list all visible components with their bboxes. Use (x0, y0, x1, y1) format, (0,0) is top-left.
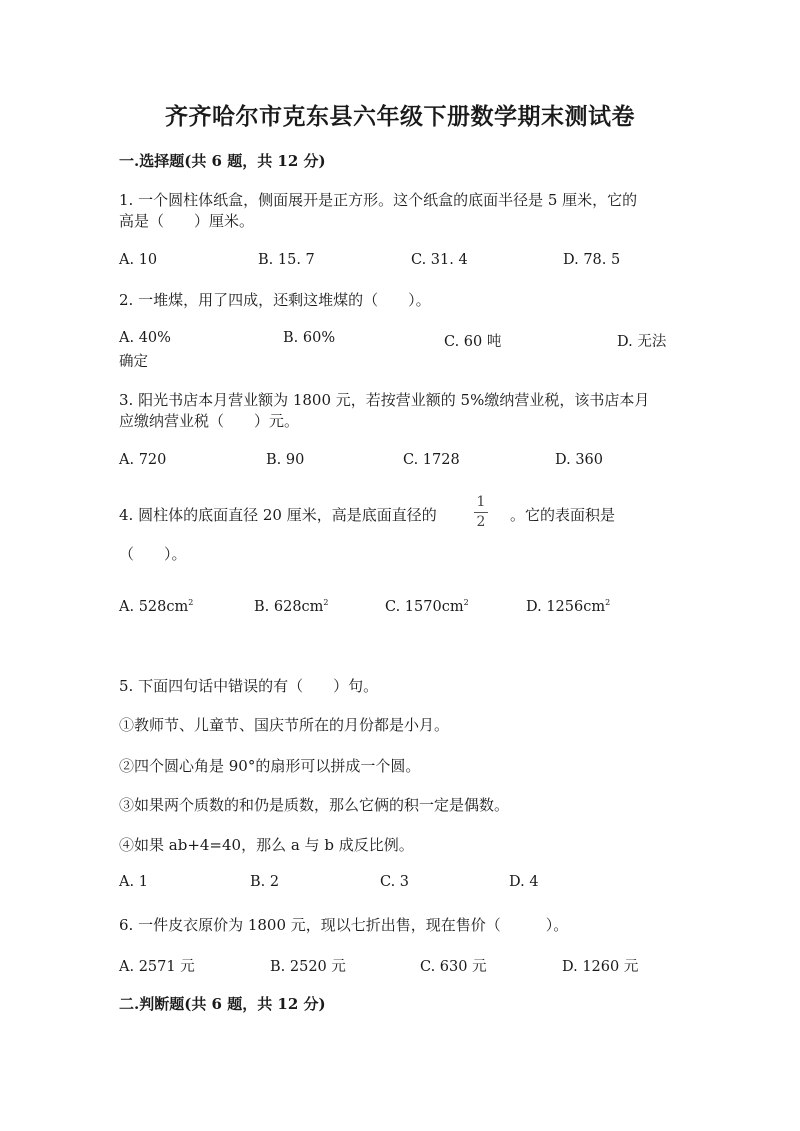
question-6-option-c: C. 630 元 (420, 959, 487, 975)
fraction-numerator: 1 (476, 494, 486, 510)
question-1-text: 1. 一个圆柱体纸盒，侧面展开是正方形。这个纸盒的底面半径是 5 厘米，它的 (119, 191, 638, 209)
question-5-option-c: C. 3 (380, 874, 410, 890)
question-4-option-d: D. $1256cm^2$ (526, 598, 611, 615)
question-4-text-tail: 。它的表面积是 (510, 506, 616, 524)
question-6-text: 6. 一件皮衣原价为 1800 元，现以七折出售，现在售价（ ）。 (119, 916, 569, 934)
question-6-option-d: D. 1260 元 (562, 959, 639, 975)
question-4-option-c: C. $1570cm^2$ (385, 598, 469, 615)
question-4-option-b: B. $628cm^2$ (254, 598, 329, 615)
question-2-text: 2. 一堆煤，用了四成，还剩这堆煤的（ ）。 (119, 291, 431, 309)
question-2-option-b: B. 60% (283, 330, 336, 346)
question-1-option-b: B. 15. 7 (258, 252, 315, 268)
question-2-option-a: A. 40% (119, 330, 171, 346)
question-4-option-a: A. $528cm^2$ (119, 598, 194, 615)
question-5-statement-1: ①教师节、儿童节、国庆节所在的月份都是小月。 (119, 716, 450, 734)
question-4-text-cont: （ ）。 (119, 545, 187, 563)
question-5-statement-2: ②四个圆心角是 90°的扇形可以拼成一个圆。 (119, 757, 421, 775)
question-6-option-a: A. 2571 元 (119, 959, 195, 975)
question-3-text: 3. 阳光书店本月营业额为 1800 元，若按营业额的 5%缴纳营业税，该书店本月 (119, 391, 650, 409)
question-3-option-a: A. 720 (119, 452, 167, 468)
question-1-option-d: D. 78. 5 (563, 252, 621, 268)
fraction-denominator: 2 (476, 514, 486, 530)
question-5-option-b: B. 2 (250, 874, 280, 890)
page-title: 齐齐哈尔市克东县六年级下册数学期末测试卷 (165, 103, 635, 130)
question-3-text-cont: 应缴纳营业税（ ）元。 (119, 412, 300, 430)
question-4-text: 4. 圆柱体的底面直径 20 厘米，高是底面直径的 (119, 506, 437, 524)
question-2-option-d: D. 无法 (617, 334, 667, 350)
question-3-option-c: C. 1728 (403, 452, 460, 468)
question-2-option-c: C. 60 吨 (444, 334, 502, 350)
question-1-text-cont: 高是（ ）厘米。 (119, 212, 255, 230)
question-1-option-c: C. 31. 4 (411, 252, 468, 268)
question-5-text: 5. 下面四句话中错误的有（ ）句。 (119, 677, 379, 695)
section-heading-choice: 一.选择题(共 6 题，共 12 分) (119, 152, 326, 170)
section-heading-judgment: 二.判断题(共 6 题，共 12 分) (119, 995, 326, 1013)
question-6-option-b: B. 2520 元 (270, 959, 346, 975)
question-1-option-a: A. 10 (119, 252, 158, 268)
question-3-option-d: D. 360 (555, 452, 604, 468)
question-5-option-d: D. 4 (509, 874, 539, 890)
fraction-one-half (472, 494, 490, 531)
question-5-statement-4: ④如果 ab+4=40，那么 a 与 b 成反比例。 (119, 836, 414, 854)
fraction-bar (474, 512, 488, 513)
question-2-option-d-cont: 确定 (119, 354, 148, 370)
question-3-option-b: B. 90 (266, 452, 305, 468)
question-5-statement-3: ③如果两个质数的和仍是质数，那么它俩的积一定是偶数。 (119, 796, 510, 814)
question-5-option-a: A. 1 (119, 874, 148, 890)
